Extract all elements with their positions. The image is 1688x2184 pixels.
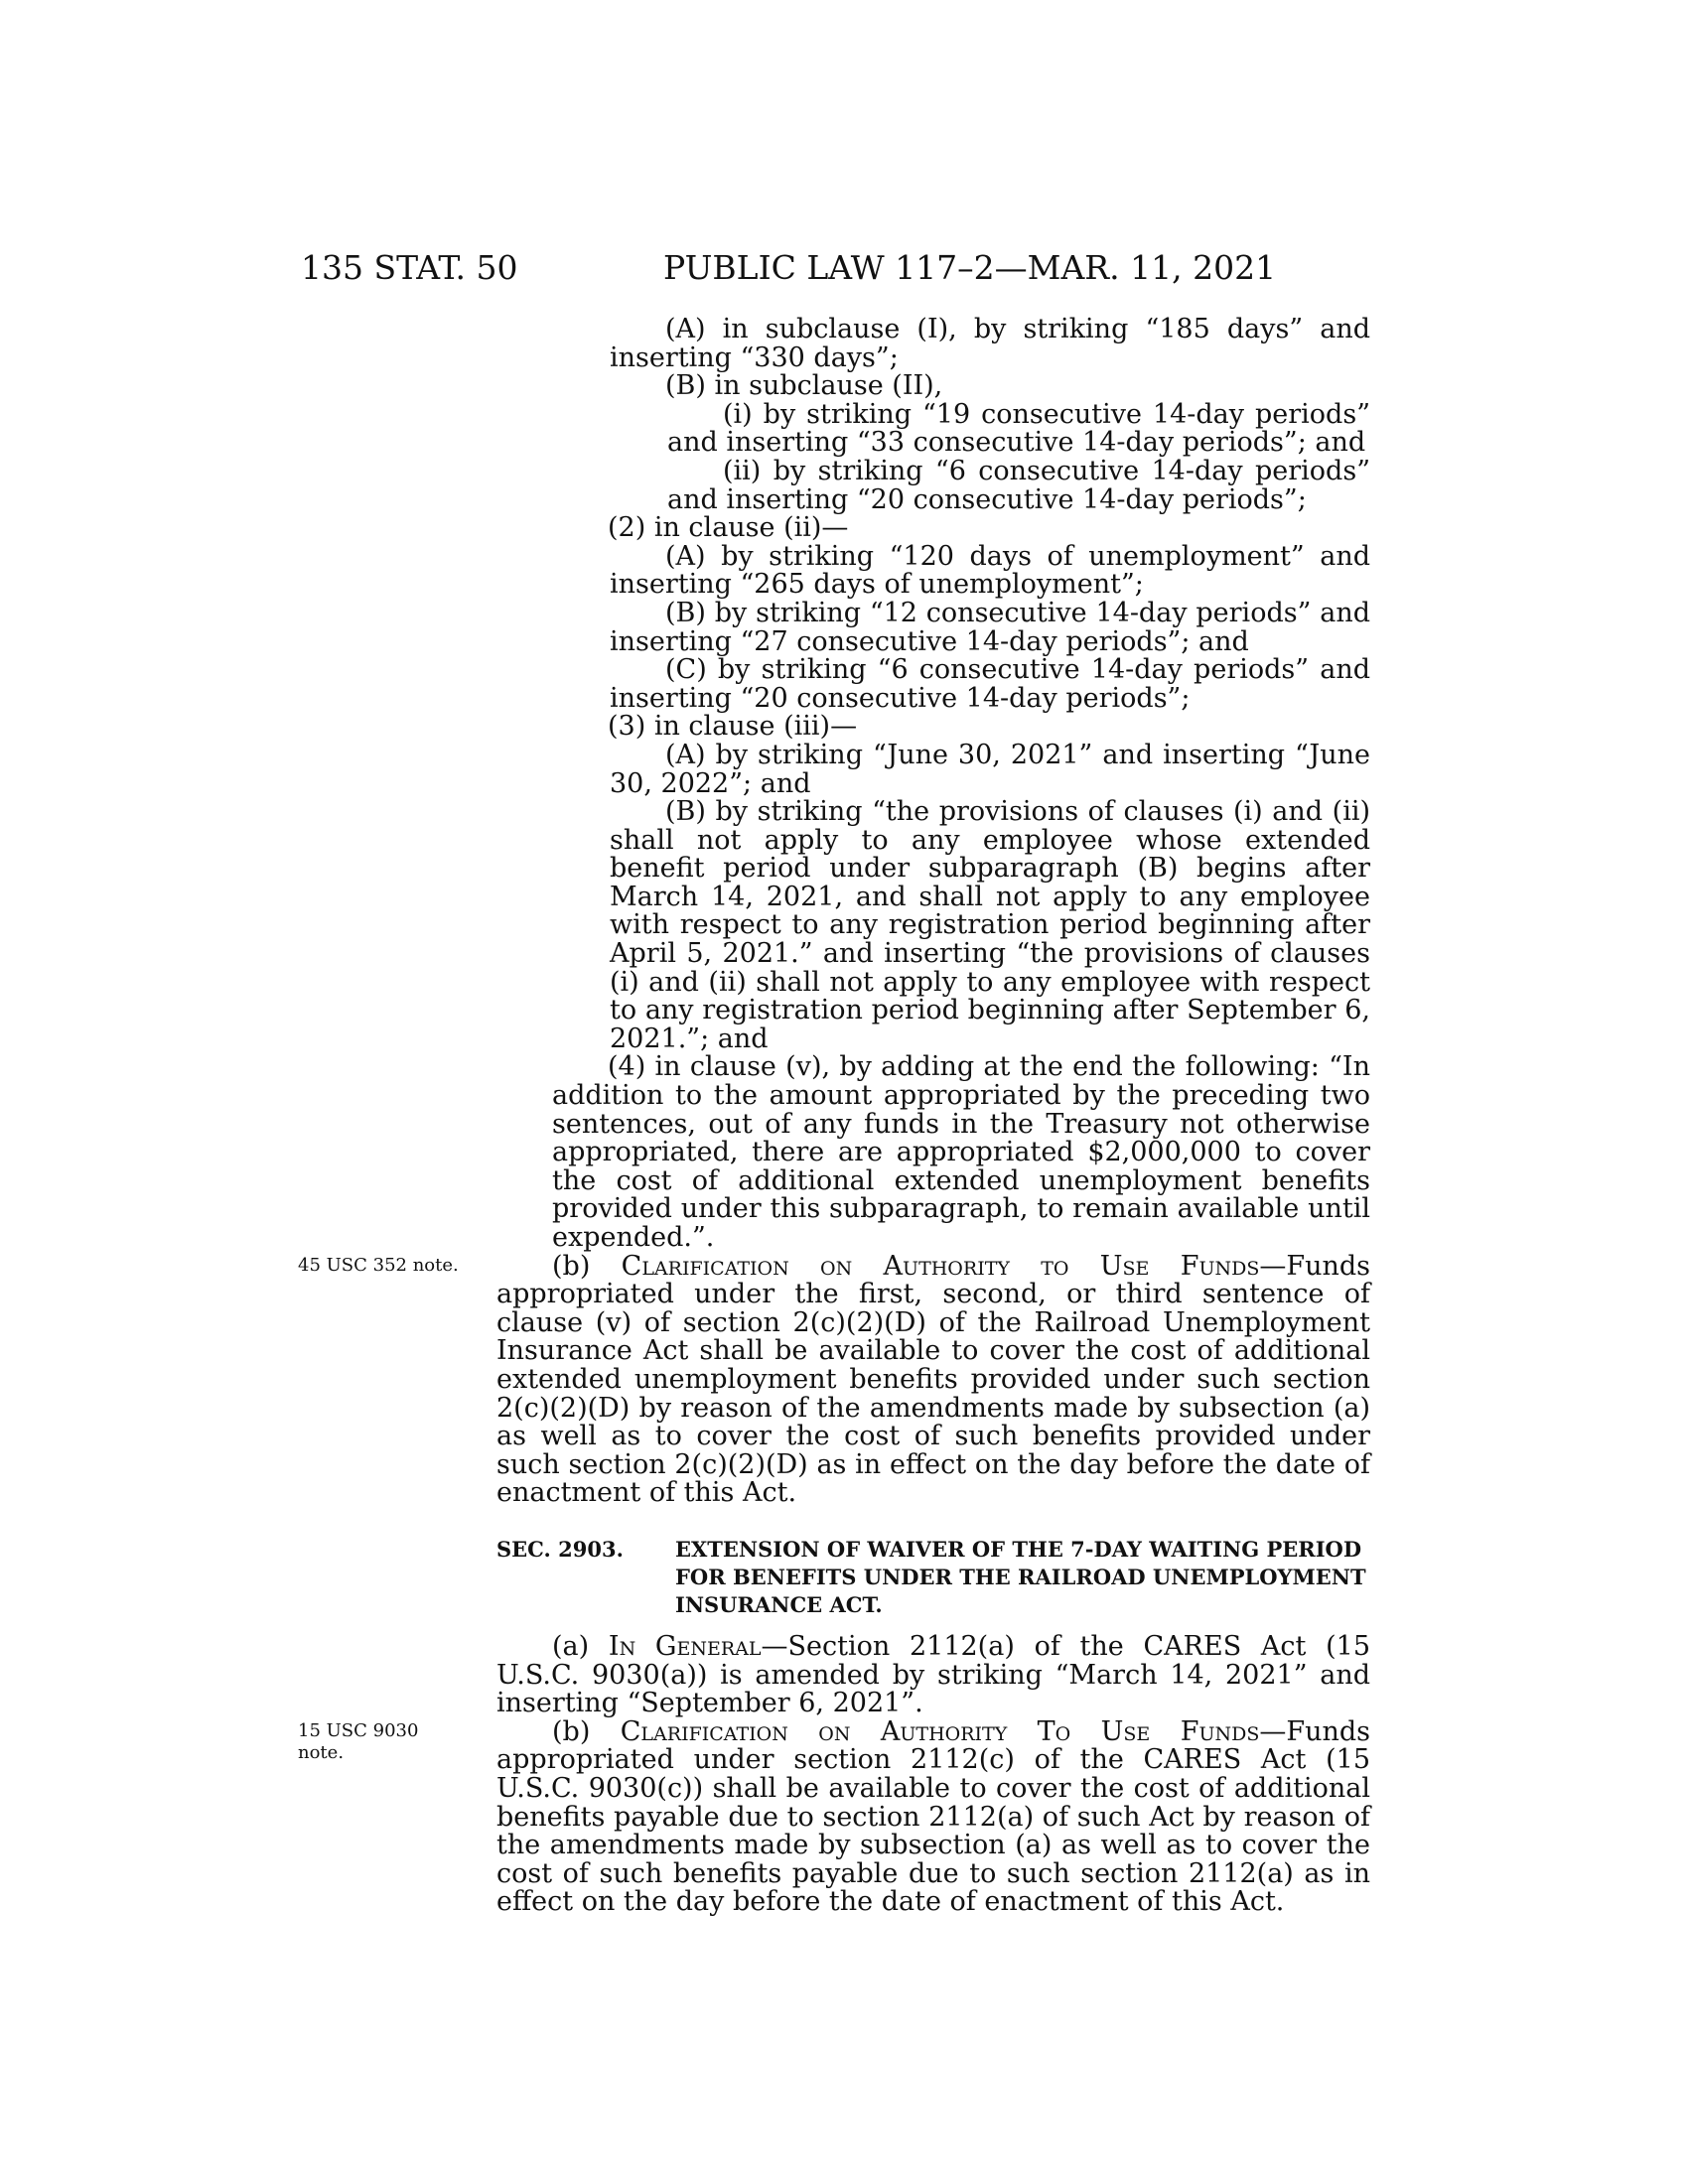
subsection-label: (b) <box>552 1715 621 1747</box>
amendment-2: (2) in clause (ii)— <box>608 512 849 544</box>
subsection-heading: In General <box>608 1630 762 1662</box>
subsection-text: Funds appropriated under the first, second, or third sentence of clause (v) of section 2(c)(2)(D) of the Railroad Unemployment Insurance Act shall be available to cover the cost of additional extended unemployment benefits provided under such section 2(c)(2)(D) by reason of the amendments made by subsection (a) as well as to cover the cost of such benefits provided under such section 2(c)(2)(D) as in effect on the day before the date of enactment of this Act. <box>496 1250 1370 1509</box>
subsection-label: (a) <box>552 1630 609 1662</box>
subsection-label: (b) <box>552 1250 622 1282</box>
amendment-3a: (A) by striking “June 30, 2021” and inserting “June 30, 2022”; and <box>610 739 1370 799</box>
amendment-2a: (A) by striking “120 days of unemployment” and inserting “265 days of unemployment”; <box>610 540 1370 601</box>
amendment-3: (3) in clause (iii)— <box>608 711 858 743</box>
section-number: SEC. 2903. <box>496 1536 624 1562</box>
clarification-b-paragraph <box>496 1250 1370 1509</box>
subsection-heading: Clarification on Authority to Use Funds <box>621 1250 1260 1282</box>
margin-note: 45 USC 352 note. <box>298 1254 459 1276</box>
section-title: EXTENSION OF WAIVER OF THE 7-DAY WAITING PERIOD FOR BENEFITS UNDER THE RAILROAD UNEMPLOYMENT INSURANCE ACT. <box>675 1536 1366 1617</box>
em-dash: — <box>1259 1250 1287 1282</box>
amendment-4: (4) in clause (v), by adding at the end the following: “In addition to the amount appropriated by the preceding two sentences, out of any funds in the Treasury not otherwise appropriated, there are appropriated $2,000,000 to cover the cost of additional extended unemployment benefits provided under this subparagraph, to remain available until expended.”. <box>552 1051 1370 1253</box>
running-header-title: PUBLIC LAW 117–2—MAR. 11, 2021 <box>663 248 1277 287</box>
section-heading <box>496 1536 1370 1619</box>
statute-page-number: 135 STAT. 50 <box>301 248 518 287</box>
amendment-1a: (A) in subclause (I), by striking “185 days” and inserting “330 days”; <box>610 314 1370 373</box>
amendment-3b: (B) by striking “the provisions of clauses (i) and (ii) shall not apply to any employee whose extended benefit period under subparagraph (B) begins after March 14, 2021, and shall not apply to any employee with respect to any registration period beginning after April 5, 2021.” and inserting “the provisions of clauses (i) and (ii) shall not apply to any employee with respect to any registration period beginning after September 6, 2021.”; and <box>610 796 1370 1054</box>
amendment-1b-i: (i) by striking “19 consecutive 14-day periods” and inserting “33 consecutive 14-day periods”; and <box>667 398 1370 459</box>
subsection-text: Funds appropriated under section 2112(c) of the CARES Act (15 U.S.C. 9030(c)) shall be available to cover the cost of additional benefits payable due to section 2112(a) of such Act by reason of the amendments made by subsection (a) as well as to cover the cost of such benefits payable due to such section 2112(a) as in effect on the day before the date of enactment of this Act. <box>496 1715 1370 1918</box>
amendment-2c: (C) by striking “6 consecutive 14-day periods” and inserting “20 consecutive 14-day periods”; <box>610 654 1370 714</box>
clarification-b2-block <box>298 1715 1370 1918</box>
amendment-1b-ii: (ii) by striking “6 consecutive 14-day periods” and inserting “20 consecutive 14-day periods”; <box>667 455 1370 515</box>
document-body <box>298 314 1371 1918</box>
em-dash: — <box>1259 1715 1287 1747</box>
em-dash: — <box>761 1630 788 1662</box>
clarification-b-block <box>298 1250 1370 1509</box>
amendment-1b: (B) in subclause (II), <box>665 370 943 402</box>
subsection-a-paragraph <box>496 1630 1371 1719</box>
subsection-text: Section 2112(a) of the CARES Act (15 U.S.C. 9030(a)) is amended by striking “March 14, 2021” and inserting “September 6, 2021”. <box>496 1630 1371 1719</box>
subsection-heading: Clarification on Authority To Use Funds <box>620 1715 1260 1747</box>
clarification-b2-paragraph <box>496 1715 1370 1918</box>
margin-note: 15 USC 9030 note. <box>298 1719 419 1763</box>
amendment-2b: (B) by striking “12 consecutive 14-day periods” and inserting “27 consecutive 14-day periods”; and <box>610 597 1370 657</box>
